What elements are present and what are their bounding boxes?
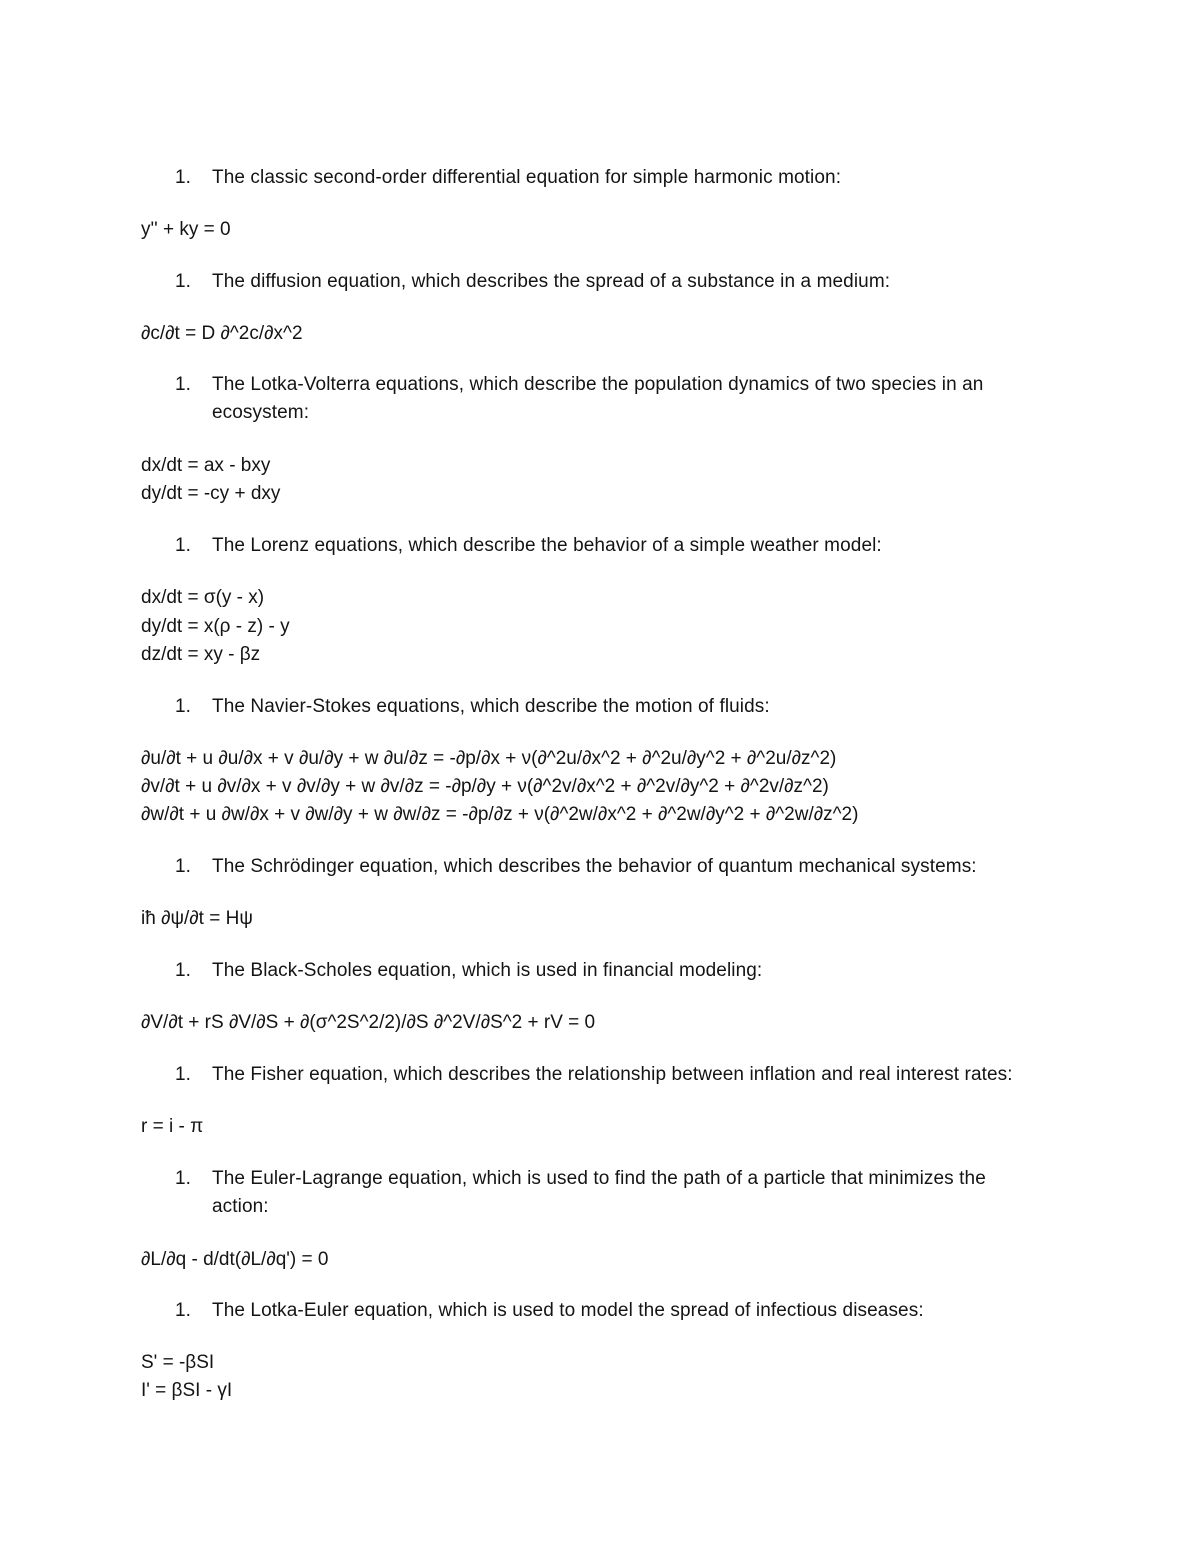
equation-line: dz/dt = xy - βz [141,644,261,665]
equation-line: S' = -βSI [141,1352,215,1373]
equation-line: dy/dt = x(ρ - z) - y [141,616,290,637]
list-item-text: The Lotka-Volterra equations, which describe the population dynamics of two species in an ecosystem: [212,374,984,423]
list-item-number: 1. [175,856,192,877]
equation-line: I' = βSI - γI [141,1380,233,1401]
list-item-number: 1. [175,374,192,395]
equation-line: dx/dt = ax - bxy [141,455,271,476]
list-item-number: 1. [175,1168,192,1189]
list-item-number: 1. [175,535,192,556]
equation-line: ∂V/∂t + rS ∂V/∂S + ∂(σ^2S^2/2)/∂S ∂^2V/∂S^2 + rV = 0 [141,1012,596,1033]
list-item-number: 1. [175,167,192,188]
list-item-text: The diffusion equation, which describes the spread of a substance in a medium: [212,271,891,292]
equation-line: ∂c/∂t = D ∂^2c/∂x^2 [141,323,303,344]
equation-line: dx/dt = σ(y - x) [141,587,265,608]
list-item-text: The Fisher equation, which describes the relationship between inflation and real interest rates: [212,1064,1013,1085]
equation-line: dy/dt = -cy + dxy [141,483,281,504]
equation-line: ∂v/∂t + u ∂v/∂x + v ∂v/∂y + w ∂v/∂z = -∂p/∂y + ν(∂^2v/∂x^2 + ∂^2v/∂y^2 + ∂^2v/∂z^2) [141,776,829,797]
equation-line: r = i - π [141,1116,204,1137]
equation-line: ∂w/∂t + u ∂w/∂x + v ∂w/∂y + w ∂w/∂z = -∂p/∂z + ν(∂^2w/∂x^2 + ∂^2w/∂y^2 + ∂^2w/∂z^2) [141,804,859,825]
list-item-text: The Euler-Lagrange equation, which is used to find the path of a particle that minimizes the action: [212,1168,986,1217]
equation-line: ∂u/∂t + u ∂u/∂x + v ∂u/∂y + w ∂u/∂z = -∂p/∂x + ν(∂^2u/∂x^2 + ∂^2u/∂y^2 + ∂^2u/∂z^2) [141,748,837,769]
equation-line: y'' + ky = 0 [141,219,231,240]
equation-line: ∂L/∂q - d/dt(∂L/∂q') = 0 [141,1249,329,1270]
list-item-number: 1. [175,271,192,292]
list-item-text: The Lorenz equations, which describe the behavior of a simple weather model: [212,535,882,556]
list-item-text: The Lotka-Euler equation, which is used to model the spread of infectious diseases: [212,1300,924,1321]
list-item-text: The Black-Scholes equation, which is used in financial modeling: [212,960,763,981]
list-item-number: 1. [175,1064,192,1085]
list-item-text: The Navier-Stokes equations, which describe the motion of fluids: [212,696,770,717]
list-item-number: 1. [175,696,192,717]
list-item-number: 1. [175,1300,192,1321]
list-item-text: The Schrödinger equation, which describes the behavior of quantum mechanical systems: [212,856,977,877]
list-item-text: The classic second-order differential equation for simple harmonic motion: [212,167,842,188]
list-item-number: 1. [175,960,192,981]
equation-line: iħ ∂ψ/∂t = Hψ [141,908,253,929]
